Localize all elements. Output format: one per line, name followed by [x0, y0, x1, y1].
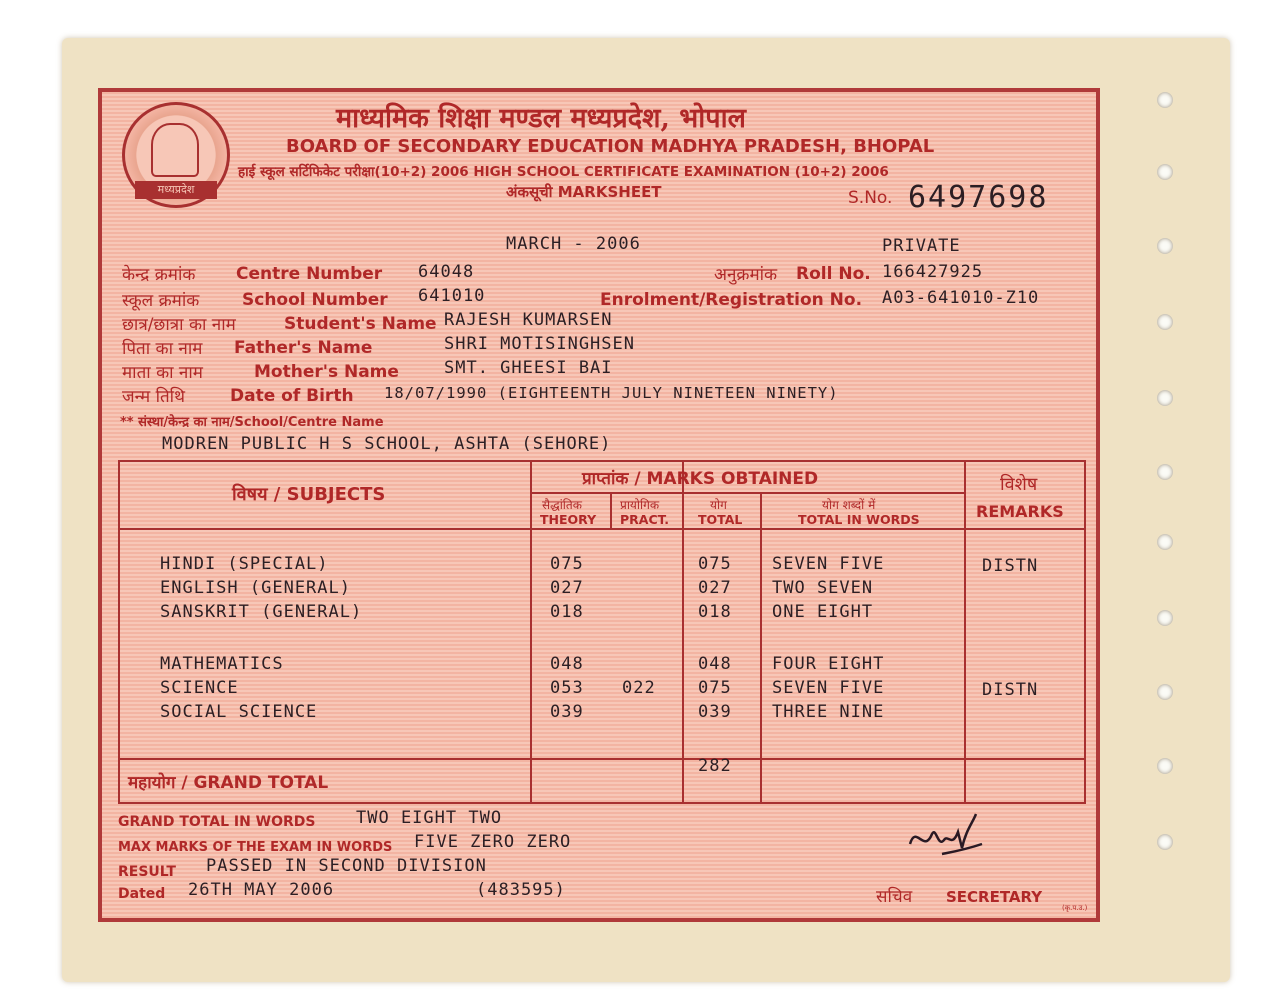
dob-label-en: Date of Birth	[230, 386, 354, 406]
max-marks-label: MAX MARKS OF THE EXAM IN WORDS	[118, 840, 393, 855]
grand-total-value: 282	[698, 756, 732, 776]
school-value: 641010	[418, 286, 486, 306]
dated-code: (483595)	[476, 880, 566, 900]
subjects-header: विषय / SUBJECTS	[232, 484, 386, 505]
dob-label-hi: जन्म तिथि	[122, 387, 185, 407]
punch-hole	[1157, 834, 1173, 850]
mother-label-en: Mother's Name	[254, 362, 399, 382]
max-marks-value: FIVE ZERO ZERO	[414, 832, 572, 852]
grand-total-label: महायोग / GRAND TOTAL	[128, 773, 329, 793]
punch-hole	[1157, 238, 1173, 254]
father-value: SHRI MOTISINGHSEN	[444, 334, 635, 354]
roll-value: 166427925	[882, 262, 984, 282]
punch-hole	[1157, 534, 1173, 550]
result-value: PASSED IN SECOND DIVISION	[206, 856, 487, 876]
remarks-header-en: REMARKS	[976, 502, 1064, 521]
mother-label-hi: माता का नाम	[122, 363, 203, 383]
signature-icon	[902, 804, 992, 870]
punch-hole	[1157, 464, 1173, 480]
total-header-hi: योग	[710, 498, 727, 512]
marks-obtained-header: प्राप्तांक / MARKS OBTAINED	[582, 469, 819, 489]
centre-label-en: Centre Number	[236, 264, 383, 284]
punch-hole	[1157, 758, 1173, 774]
title-hindi: माध्यमिक शिक्षा मण्डल मध्यप्रदेश, भोपाल	[336, 103, 746, 134]
student-value: RAJESH KUMARSEN	[444, 310, 613, 330]
gt-words-value: TWO EIGHT TWO	[356, 808, 503, 828]
punch-hole	[1157, 92, 1173, 108]
pract-header-en: PRACT.	[620, 512, 670, 527]
dated-label: Dated	[118, 886, 166, 902]
dated-value: 26TH MAY 2006	[188, 880, 335, 900]
pract-header-hi: प्रायोगिक	[620, 498, 660, 512]
corner-code: (कृ.प.उ.)	[1062, 904, 1088, 912]
gt-words-label: GRAND TOTAL IN WORDS	[118, 814, 316, 830]
father-label-hi: पिता का नाम	[122, 339, 203, 359]
centre-value: 64048	[418, 262, 475, 282]
secretary-label-hi: सचिव	[876, 887, 913, 907]
punch-hole	[1157, 164, 1173, 180]
father-label-en: Father's Name	[234, 338, 373, 358]
student-label-en: Student's Name	[284, 314, 437, 334]
mother-value: SMT. GHEESI BAI	[444, 358, 613, 378]
total-header-en: TOTAL	[698, 512, 743, 527]
punch-hole	[1157, 610, 1173, 626]
dob-value: 18/07/1990 (EIGHTEENTH JULY NINETEEN NINETY)	[384, 384, 839, 402]
sno-value: 6497698	[908, 180, 1049, 215]
student-label-hi: छात्र/छात्रा का नाम	[122, 315, 236, 335]
marks-table	[118, 460, 1086, 804]
theory-header-en: THEORY	[540, 512, 597, 527]
words-header-en: TOTAL IN WORDS	[798, 512, 920, 527]
exam-line: हाई स्कूल सर्टिफिकेट परीक्षा(10+2) 2006 HIGH SCHOOL CERTIFICATE EXAMINATION (10+2) 2006	[238, 164, 889, 180]
board-seal-icon: मध्यप्रदेश	[122, 102, 230, 208]
title-english: BOARD OF SECONDARY EDUCATION MADHYA PRADESH, BHOPAL	[286, 136, 935, 157]
theory-header-hi: सैद्धांतिक	[542, 498, 582, 512]
enrol-value: A03-641010-Z10	[882, 288, 1040, 308]
centre-label-hi: केन्द्र क्रमांक	[122, 265, 196, 285]
roll-label-hi: अनुक्रमांक	[714, 265, 778, 285]
punch-hole	[1157, 684, 1173, 700]
school-name-label: ** संस्था/केन्द्र का नाम/School/Centre Name	[120, 415, 384, 430]
school-label-en: School Number	[242, 290, 388, 310]
remarks-header-hi: विशेष	[1000, 474, 1038, 495]
school-name-value: MODREN PUBLIC H S SCHOOL, ASHTA (SEHORE)	[162, 434, 612, 454]
punch-hole	[1157, 314, 1173, 330]
secretary-label-en: SECRETARY	[946, 888, 1043, 906]
marksheet-sheet: मध्यप्रदेश माध्यमिक शिक्षा मण्डल मध्यप्रदेश, भोपाल BOARD OF SECONDARY EDUCATION MADHYA PRADESH, BHOPAL हाई स्कूल सर्टिफिकेट परीक्षा(10+2) 2006 HIGH SCHOOL CERTIFICATE EXAMINATION (10+2) 2006 अंकसूची MARKSHEET S.No. 6497698 MARCH - 2006 PRIVATE केन्द्र क्रमांक Centre Number 64048 अनुक्रमांक Roll No. 166427925 स्कूल क्रमांक School Number 641010 Enrolment/Registration No. A03-641010-Z10 छात्र/छात्रा का नाम Student's Name RAJESH KUMARSEN पिता का नाम Father's Name SHRI MOTISINGHSEN माता का नाम Mother's Name SMT. GHEESI BAI जन्म तिथि Date of Birth 18/07/1990 (EIGHTEENTH JULY NINETEEN NINETY) ** संस्था/केन्द्र का नाम/School/Centre Name MODREN PUBLIC H S SCHOOL, ASHTA (SEHORE) विषय / SUBJECTS प्राप्तांक / MARKS OBTAINED सैद्धांतिक THEORY प्रायोगिक PRACT. योग TOTAL योग शब्दों में TOTAL IN WORDS विशेष REMARKS HINDI (SPECIAL) 075 075 SEVEN FIVE DISTN ENGLISH (GENERAL) 027 027 TWO SEVEN SANSKRIT (GENERAL) 018 018 ONE EIGHT MATHEMATICS 048 048 FOUR EIGHT SCIENCE 053 022 075 SEVEN FIVE DISTN SOCIAL SCIENCE 039 039 THREE NINE महायोग / GRAND TOTAL 282 GRAND TOTAL IN WORDS TWO EIGHT TWO MAX MARKS OF THE EXAM IN WORDS FIVE ZERO ZERO RESULT PASSED IN SECOND DIVISION Dated 26TH MAY 2006 (483595) सचिव SECRETARY (कृ.प.उ.)	[98, 88, 1100, 922]
enrol-label: Enrolment/Registration No.	[600, 290, 863, 310]
sno-label: S.No.	[848, 188, 893, 208]
marksheet-label: अंकसूची MARKSHEET	[506, 183, 662, 201]
result-label: RESULT	[118, 864, 176, 880]
exam-session: MARCH - 2006	[506, 234, 641, 254]
words-header-hi: योग शब्दों में	[822, 498, 876, 512]
roll-label-en: Roll No.	[796, 264, 871, 284]
school-label-hi: स्कूल क्रमांक	[122, 291, 200, 311]
punch-hole	[1157, 390, 1173, 406]
exam-category: PRIVATE	[882, 236, 961, 256]
